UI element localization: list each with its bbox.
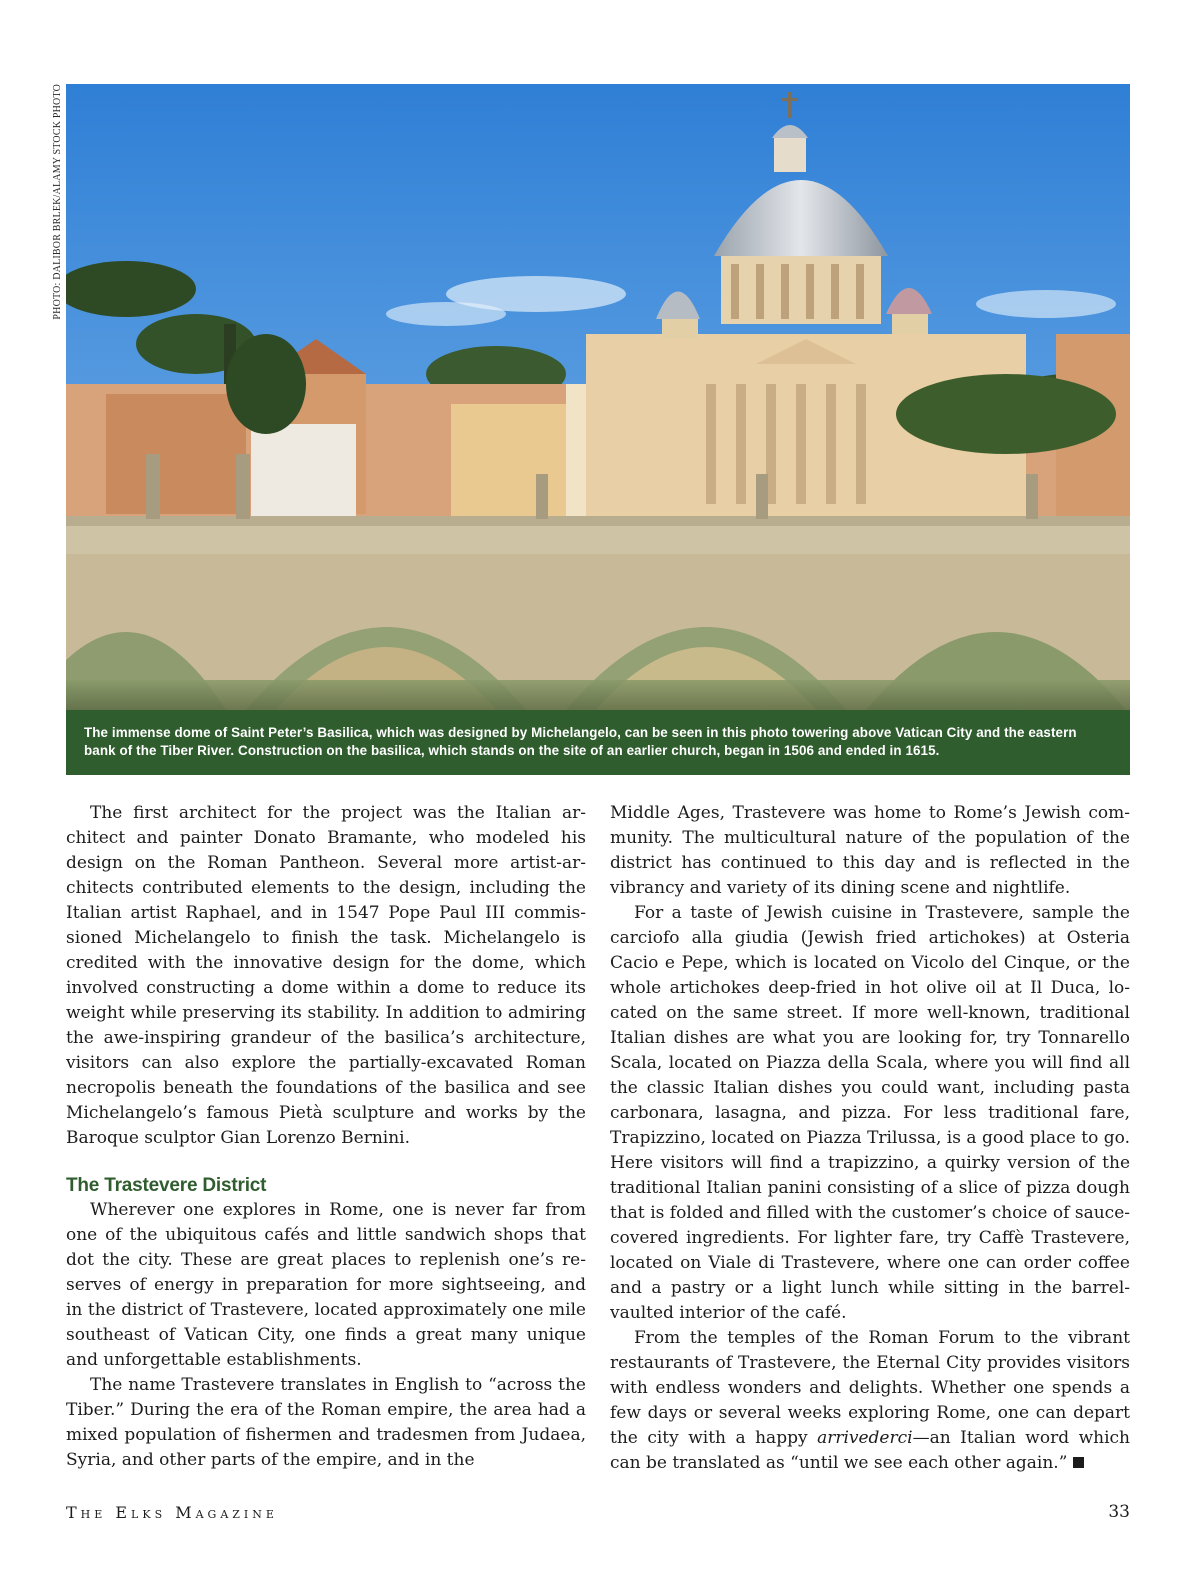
paragraph: The first architect for the project was the Italian architect and painter Donato Bramante, who modeled his design on the Roman Pantheon. Several more artist-architects contributed elements to the design, including the Italian artist Raphael, and in 1547 Pope Paul III commissioned Michelangelo to finish the task. Michelangelo is credited with the innovative design for the dome, which involved constructing a dome within a dome to reduce its weight while preserving its stability. In addition to admiring the awe-inspiring grandeur of the basilica’s architecture, visitors can also explore the partially-excavated Roman necropolis beneath the foundations of the basilica and see Michelangelo’s famous Pietà sculpture and works by the Baroque sculptor Gian Lorenzo Bernini. [66, 803, 586, 1148]
closing-text: From the temples of the Roman Forum to the vibrant restaurants of Trastevere, the Eternal City provides visitors with endless wonders and delights. Whether one spends a few days or several weeks exploring Rome, one can depart the city with a happy [610, 1328, 1130, 1448]
article-column-right [610, 801, 1130, 1476]
paragraph: For a taste of Jewish cuisine in Trastevere, sample the carciofo alla giudia (Jewish fried artichokes) at Osteria Cacio e Pepe, which is located on Vicolo del Cinque, or the whole artichokes deep-fried in hot olive oil at Il Duca, located on the same street. If more well-known, traditional Italian dishes are what you are looking for, try Tonnarello Scala, located on Piazza della Scala, where you will find all the classic Italian dishes you could want, including pasta carbonara, lasagna, and pizza. For less traditional fare, Trapizzino, located on Piazza Trilussa, is a good place to go. Here visitors will find a trapizzino, a quirky version of the traditional Italian panini consisting of a slice of pizza dough that is folded and filled with the customer’s choice of sauce-covered ingredients. For lighter fare, try Caffè Trastevere, located on Viale di Trastevere, where one can order coffee and a pastry or a light lunch while sitting in the barrel-vaulted interior of the café. [610, 903, 1130, 1323]
photo-credit-text: PHOTO: DALIBOR BRLEK/ALAMY STOCK PHOTO [51, 84, 63, 320]
paragraph: Wherever one explores in Rome, one is never far from one of the ubiquitous cafés and little sandwich shops that dot the city. These are great places to replenish one’s reserves of energy in preparation for more sightseeing, and in the district of Trastevere, located approximately one mile southeast of Vatican City, one finds a great many unique and unforgettable establishments. [66, 1200, 586, 1370]
closing-text-end: —an Italian word which can be translated as “until we see each other again.” [610, 1428, 1130, 1473]
end-mark-icon [1073, 1457, 1084, 1468]
photo-caption: The immense dome of Saint Peter’s Basilica, which was designed by Michelangelo, can be seen in this photo towering above Vatican City and the eastern bank of the Tiber River. Construction on the basilica, which stands on the site of an earlier church, began in 1506 and ended in 1615. [66, 710, 1130, 775]
article-column-left [66, 801, 586, 1473]
paragraph-closing [610, 1326, 1130, 1476]
section-heading: The Trastevere District [66, 1175, 267, 1196]
page-number: 33 [1108, 1502, 1130, 1522]
photo-st-peters-basilica [66, 84, 1130, 710]
magazine-title: The Elks Magazine [66, 1503, 278, 1522]
paragraph: Middle Ages, Trastevere was home to Rome’s Jewish community. The multicultural nature of the population of the district has continued to this day and is reflected in the vibrancy and variety of its dining scene and nightlife. [610, 803, 1130, 898]
basilica-illustration [66, 84, 1130, 710]
paragraph: The name Trastevere translates in English to “across the Tiber.” During the era of the Roman empire, the area had a mixed population of fishermen and tradesmen from Judaea, Syria, and other parts of the empire, and in the [66, 1375, 586, 1470]
italic-word: arrivederci [817, 1428, 913, 1448]
